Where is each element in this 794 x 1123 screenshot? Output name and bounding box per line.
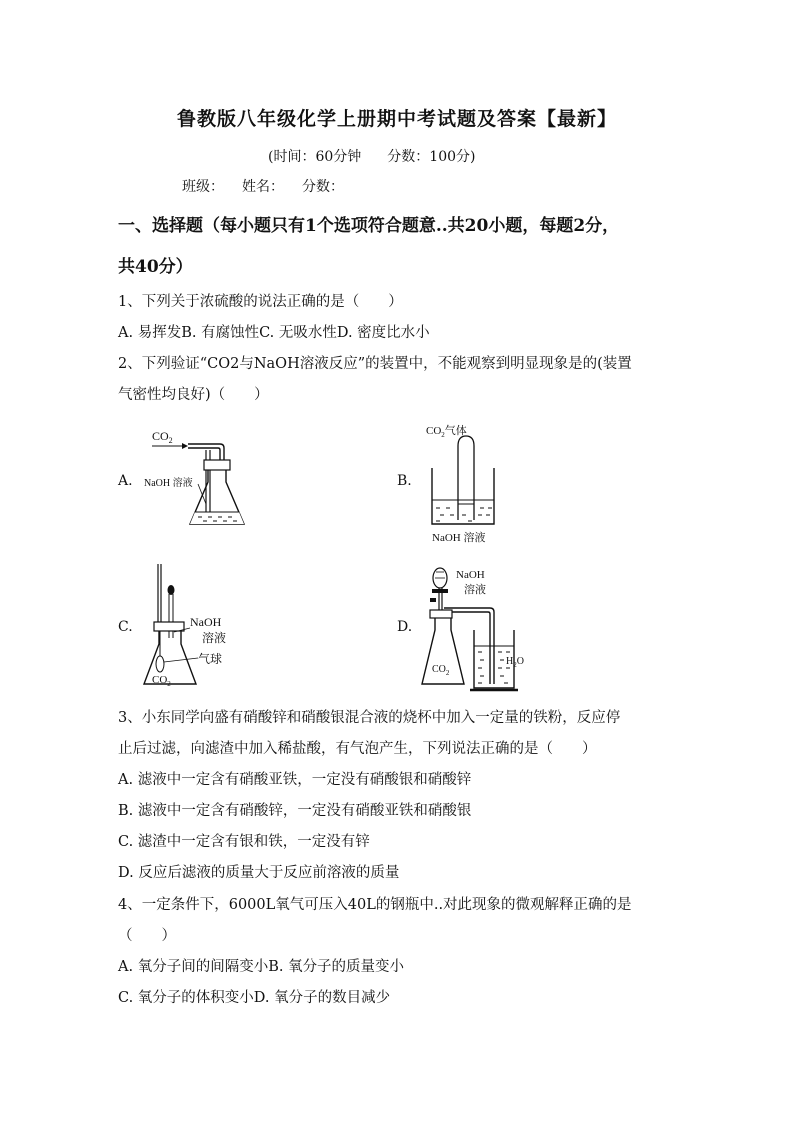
svg-text:CO2 <box>432 664 450 677</box>
student-info <box>182 176 362 196</box>
d-naoh-label: NaOH <box>456 569 485 581</box>
svg-text:CO2 <box>152 429 173 445</box>
exam-time: (时间：60分钟 <box>268 149 362 165</box>
q3-stem-line1: 3、小东同学向盛有硝酸锌和硝酸银混合液的烧杯中加入一定量的铁粉，反应停 <box>118 710 621 726</box>
d-gas-label: CO <box>432 664 446 675</box>
c-solution-label: 溶液 <box>202 631 227 645</box>
svg-text:CO2 <box>152 674 171 688</box>
q4-option-ab: A. 氧分子间的间隔变小B. 氧分子的质量变小 <box>118 959 405 975</box>
q4-stem-line2: （ ） <box>118 928 176 944</box>
a-gas-label: CO <box>152 429 169 443</box>
q3-option-a: A. 滤液中一定含有硝酸亚铁，一定没有硝酸银和硝酸锌 <box>118 772 472 788</box>
svg-text:H2O <box>506 656 524 669</box>
q4-option-cd: C. 氧分子的体积变小D. 氧分子的数目减少 <box>118 990 391 1006</box>
c-gas-label: CO <box>152 674 168 686</box>
d-solution-label: 溶液 <box>464 584 486 596</box>
c-gas-sub: 2 <box>167 680 171 688</box>
a-solution-label: NaOH 溶液 <box>144 478 193 489</box>
exam-meta <box>268 146 475 166</box>
q2-stem-line2: 气密性均良好)（ ） <box>118 387 269 403</box>
section-heading-line1: 一、选择题（每小题只有1个选项符合题意..共20小题，每题2分， <box>118 216 620 236</box>
svg-text:CO2气体 <box>426 423 467 439</box>
q1-options: A. 易挥发B. 有腐蚀性C. 无吸水性D. 密度比水小 <box>118 325 430 341</box>
q2-option-b-label: B. <box>397 473 412 489</box>
b-solution-label: NaOH 溶液 <box>432 532 486 544</box>
name-label: 姓名： <box>242 179 284 195</box>
q3-stem-line2: 止后过滤，向滤渣中加入稀盐酸，有气泡产生，下列说法正确的是（ ） <box>118 741 597 757</box>
a-gas-sub: 2 <box>168 436 173 445</box>
q3-option-c: C. 滤渣中一定含有银和铁，一定没有锌 <box>118 834 370 850</box>
class-label: 班级： <box>182 179 224 195</box>
b-gas-sub: 2 <box>441 431 445 439</box>
q2-option-c-label: C. <box>118 619 133 635</box>
q1-stem: 1、下列关于浓硫酸的说法正确的是（ ） <box>118 294 403 310</box>
page-title: 鲁教版八年级化学上册期中考试题及答案【最新】 <box>176 108 617 130</box>
d-gas-sub: 2 <box>445 669 450 677</box>
exam-score: 分数：100分) <box>387 149 476 165</box>
b-gas-label: CO <box>426 425 442 437</box>
q2-stem-line1: 2、下列验证“CO2与NaOH溶液反应”的装置中，不能观察到明显现象是的(装置 <box>118 356 632 372</box>
q3-option-b: B. 滤液中一定含有硝酸锌，一定没有硝酸亚铁和硝酸银 <box>118 803 472 819</box>
q2-option-a-label: A. <box>118 473 133 489</box>
q2-apparatus-d <box>418 560 533 692</box>
q2-apparatus-b <box>422 420 532 548</box>
q2-apparatus-c <box>140 560 250 690</box>
d-water-sub: 2 <box>513 661 517 669</box>
c-naoh-label: NaOH <box>190 615 222 629</box>
q4-stem-line1: 4、一定条件下，6000L氧气可压入40L的钢瓶中..对此现象的微观解释正确的是 <box>118 897 632 913</box>
c-balloon-label: 气球 <box>198 652 223 666</box>
score-label: 分数： <box>302 179 344 195</box>
section-heading-line2: 共40分） <box>118 257 193 277</box>
q3-option-d: D. 反应后滤液的质量大于反应前溶液的质量 <box>118 865 400 881</box>
q2-apparatus-a <box>140 420 250 532</box>
b-gas-suffix: 气体 <box>444 425 467 437</box>
q2-option-d-label: D. <box>397 619 413 635</box>
d-water-label: H <box>506 656 514 667</box>
d-water-suffix: O <box>516 656 524 667</box>
